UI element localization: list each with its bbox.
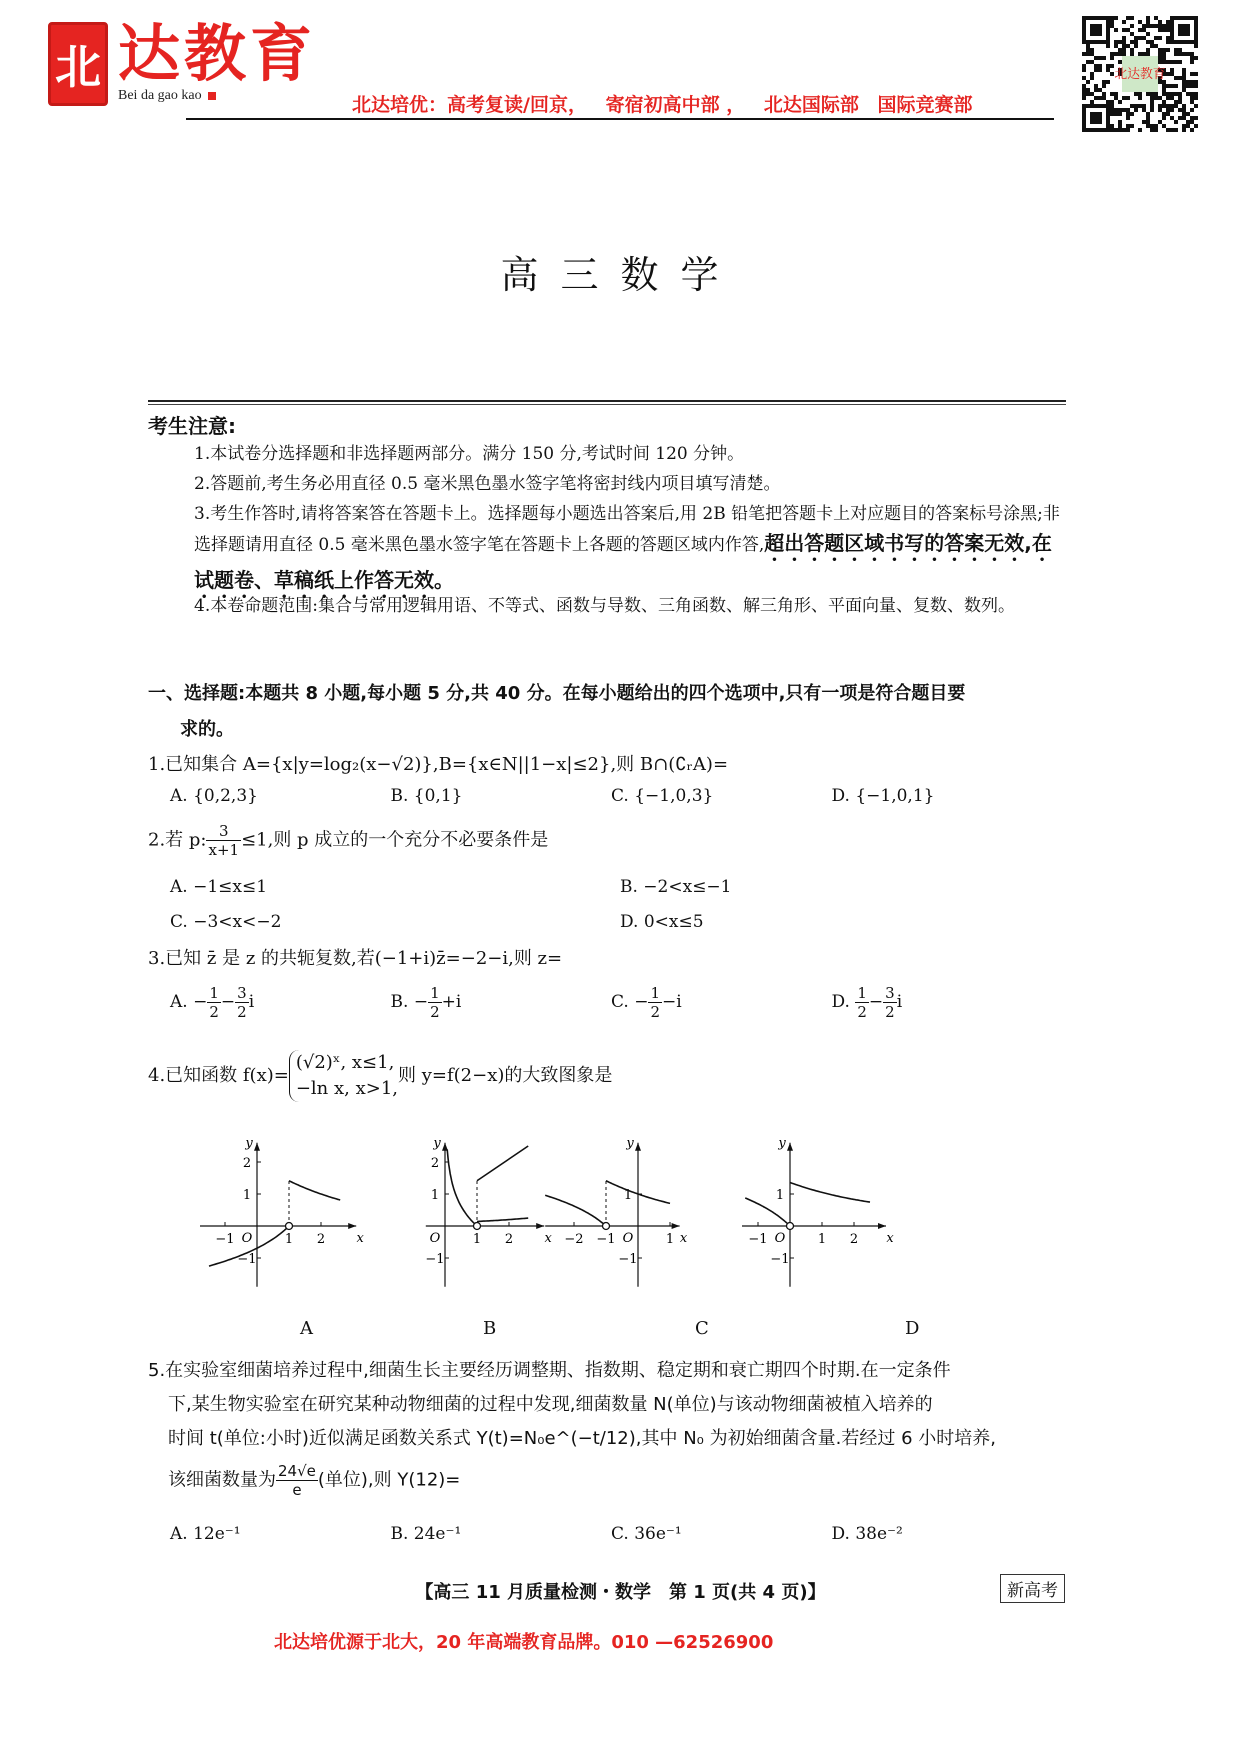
option-a[interactable] — [170, 984, 391, 1021]
notice-item-3 — [194, 500, 1064, 603]
numerator: 3 — [885, 984, 895, 1002]
square-icon — [208, 92, 216, 100]
option-label: D. — [831, 992, 850, 1012]
graph-label-d[interactable]: D — [905, 1318, 920, 1339]
graph-b — [425, 1136, 552, 1287]
fraction — [648, 984, 662, 1021]
imag-unit: i — [896, 992, 903, 1012]
question-1-options — [170, 786, 1070, 806]
denominator: 2 — [650, 1003, 661, 1021]
slogan-item: 国际竞赛部 — [877, 94, 973, 116]
notice-emphasis: 超出答题区域书写的答案无效,在试题卷、草稿纸上作答无效。 — [194, 531, 1052, 592]
option-c[interactable] — [611, 984, 832, 1021]
notice-item-3-text: 3.考生作答时,请将答案答在答题卡上。选择题每小题选出答案后,用 2B 铅笔把答题卡上对应题目的答案标号涂黑;非选择题请用直径 0.5 毫米黑色墨水签字笔在答题卡上各题的答题区域内作答, — [194, 504, 1060, 555]
sign: − — [220, 992, 236, 1012]
logo-subtitle-text: Bei da gao kao — [118, 88, 202, 103]
x-tick-label: −1 — [215, 1232, 235, 1247]
option-c[interactable]: C. −3<x<−2 — [170, 912, 282, 932]
question-2-stem — [148, 822, 1078, 859]
page-footer: 【高三 11 月质量检测・数学 第 1 页(共 4 页)】 — [415, 1582, 826, 1603]
y-tick-label: −1 — [618, 1252, 638, 1267]
y-tick-label: 1 — [775, 1188, 785, 1203]
fraction — [428, 984, 442, 1021]
slogan-item: 北达培优：高考复读/回京， — [352, 94, 587, 116]
notice-heading: 考生注意: — [148, 414, 236, 438]
numerator: 1 — [650, 984, 661, 1002]
fraction — [235, 984, 249, 1021]
numerator: 24√e — [278, 1462, 316, 1480]
notice-item-2: 2.答题前,考生务必用直径 0.5 毫米黑色墨水签字笔将密封线内项目填写清楚。 — [194, 474, 781, 494]
question-5-options — [170, 1524, 1070, 1544]
fraction — [855, 984, 869, 1021]
y-arrow-icon — [787, 1143, 793, 1151]
fraction — [883, 984, 897, 1021]
curve — [477, 1218, 528, 1221]
option-label: A. — [170, 992, 188, 1012]
option-c[interactable]: C. {−1,0,3} — [611, 786, 714, 806]
option-b[interactable] — [391, 984, 612, 1021]
x-arrow-icon — [348, 1223, 356, 1229]
graph-d — [742, 1136, 894, 1287]
y-axis-label: y — [433, 1135, 441, 1151]
y-tick-label: 1 — [623, 1188, 633, 1203]
y-tick-label: 2 — [242, 1156, 252, 1171]
origin-label: O — [622, 1231, 634, 1246]
numerator: 1 — [857, 984, 867, 1002]
origin-label: O — [429, 1231, 441, 1246]
slogan-item: 北达国际部 — [763, 94, 859, 116]
y-axis-label: y — [245, 1135, 253, 1151]
x-tick-label: 1 — [665, 1232, 675, 1247]
stem-text: 则 y=f(2−x)的大致图象是 — [398, 1065, 613, 1086]
curve — [289, 1181, 340, 1200]
y-tick-label: 1 — [242, 1188, 252, 1203]
option-d[interactable]: D. 0<x≤5 — [620, 912, 704, 932]
x-tick-label: 2 — [849, 1232, 859, 1247]
y-tick-label: 1 — [430, 1188, 440, 1203]
x-axis-label: x — [679, 1231, 688, 1246]
y-arrow-icon — [635, 1143, 641, 1151]
curve — [790, 1183, 870, 1203]
x-tick-label: 2 — [316, 1232, 326, 1247]
open-point — [787, 1223, 794, 1230]
x-arrow-icon — [878, 1223, 886, 1229]
section-line: 一、选择题:本题共 8 小题,每小题 5 分,共 40 分。在每小题给出的四个选项中,只有一项是符合题目要 — [148, 683, 966, 704]
graph-label-c[interactable]: C — [695, 1318, 709, 1339]
qr-code-icon — [1082, 16, 1198, 132]
numerator: 1 — [430, 984, 440, 1002]
graph-label-b[interactable]: B — [483, 1318, 497, 1339]
x-tick-label: 2 — [504, 1232, 514, 1247]
x-axis-label: x — [886, 1231, 894, 1246]
curve — [477, 1146, 528, 1181]
x-axis-label: x — [544, 1231, 552, 1246]
sign: − — [868, 992, 884, 1012]
case: −ln x, x>1, — [295, 1078, 398, 1099]
page-title: 高三数学 — [500, 253, 741, 297]
denominator: 2 — [209, 1003, 219, 1021]
imag-unit: i — [248, 992, 255, 1012]
open-point — [474, 1223, 481, 1230]
open-point — [286, 1223, 293, 1230]
x-tick-label: −2 — [564, 1232, 584, 1247]
question-2-options-row2 — [170, 912, 1070, 932]
option-label: B. — [390, 992, 409, 1012]
sign: −i — [662, 992, 682, 1012]
y-axis-label: y — [778, 1135, 786, 1151]
stamp-badge: 新高考 — [1000, 1574, 1065, 1603]
curve — [447, 1149, 477, 1226]
origin-label: O — [241, 1231, 253, 1246]
option-b[interactable]: B. −2<x≤−1 — [620, 877, 732, 897]
stem-line: 5.在实验室细菌培养过程中,细菌生长主要经历调整期、指数期、稳定期和衰亡期四个时期.在一定条件 — [148, 1360, 951, 1381]
option-b[interactable]: B. {0,1} — [390, 786, 463, 806]
denominator: e — [292, 1481, 302, 1499]
stem-text: ≤1,则 p 成立的一个充分不必要条件是 — [241, 829, 549, 851]
x-tick-label: −1 — [748, 1232, 768, 1247]
y-tick-label: −1 — [770, 1252, 790, 1267]
question-2-options-row1 — [170, 877, 1070, 897]
option-b[interactable]: B. 24e⁻¹ — [390, 1524, 462, 1544]
graph-c — [545, 1136, 688, 1287]
bottom-slogan: 北达培优源于北大，20 年高端教育品牌。010 —62526900 — [274, 1632, 774, 1653]
fraction — [206, 822, 241, 859]
question-5-stem — [148, 1354, 1098, 1499]
denominator: 2 — [857, 1003, 867, 1021]
y-tick-label: −1 — [425, 1252, 445, 1267]
notice-item-4: 4.本卷命题范围:集合与常用逻辑用语、不等式、函数与导数、三角函数、解三角形、平面向量、复数、数列。 — [194, 596, 1015, 616]
graph-a — [200, 1136, 365, 1287]
stem-text: 2.若 p: — [148, 829, 207, 851]
stem-line — [148, 1462, 1098, 1499]
x-tick-label: 1 — [817, 1232, 827, 1247]
fraction — [207, 984, 221, 1021]
qr-center-text: 北达教育 — [1114, 67, 1166, 82]
y-tick-label: −1 — [237, 1252, 257, 1267]
sign: +i — [441, 992, 462, 1012]
piecewise-function — [289, 1050, 398, 1102]
origin-label: O — [774, 1231, 786, 1246]
stem-line: 时间 t(单位:小时)近似满足函数关系式 Y(t)=N₀e^(−t/12),其中 N₀ 为初始细菌含量.若经过 6 小时培养, — [168, 1428, 996, 1449]
denominator: x+1 — [208, 841, 240, 859]
header-slogan — [352, 90, 984, 117]
x-axis-label: x — [356, 1231, 364, 1246]
option-a[interactable]: A. {0,2,3} — [170, 786, 258, 806]
graphs-svg — [200, 1110, 1020, 1320]
option-d[interactable]: D. 38e⁻² — [831, 1524, 903, 1544]
notice-item-1: 1.本试卷分选择题和非选择题两部分。满分 150 分,考试时间 120 分钟。 — [194, 444, 745, 464]
question-3-options — [170, 984, 1070, 1021]
logo-text: 达教育 — [118, 17, 317, 90]
x-arrow-icon — [672, 1223, 680, 1229]
x-tick-label: 1 — [284, 1232, 294, 1247]
divider — [148, 404, 1066, 405]
option-d[interactable] — [832, 984, 1053, 1021]
section-line: 求的。 — [180, 719, 234, 740]
graph-label-a[interactable]: A — [300, 1318, 313, 1339]
sign: − — [193, 992, 208, 1012]
question-1-stem: 1.已知集合 A={x|y=log₂(x−√2)},B={x∈N||1−x|≤2},则 B∩(∁ᵣA)= — [148, 754, 729, 775]
stem-line: 下,某生物实验室在研究某种动物细菌的过程中发现,细菌数量 N(单位)与该动物细菌被植入培养的 — [168, 1394, 933, 1415]
sign: − — [413, 992, 429, 1012]
question-4-graphs — [200, 1110, 1020, 1350]
y-axis-label: y — [626, 1135, 634, 1151]
option-a[interactable]: A. −1≤x≤1 — [170, 877, 268, 897]
case: (√2)ˣ, x≤1, — [295, 1052, 395, 1073]
logo-subtitle — [118, 88, 216, 104]
logo-mark: 北 — [48, 22, 108, 106]
section-heading — [148, 676, 1078, 748]
x-arrow-icon — [536, 1223, 544, 1229]
divider — [148, 400, 1066, 402]
slogan-item: 寄宿初高中部 ， — [605, 94, 746, 116]
stem-text: (单位),则 Y(12)= — [317, 1469, 461, 1491]
sign: − — [634, 992, 649, 1012]
numerator: 3 — [206, 822, 241, 841]
denominator: 2 — [237, 1003, 247, 1021]
denominator: 2 — [885, 1003, 895, 1021]
numerator: 3 — [237, 984, 247, 1002]
stem-text: 该细菌数量为 — [168, 1469, 276, 1491]
y-arrow-icon — [254, 1143, 260, 1151]
open-point — [603, 1223, 610, 1230]
option-d[interactable]: D. {−1,0,1} — [831, 786, 935, 806]
option-label: C. — [611, 992, 629, 1012]
denominator: 2 — [430, 1003, 440, 1021]
option-a[interactable]: A. 12e⁻¹ — [170, 1524, 241, 1544]
header-divider — [186, 118, 1054, 120]
x-tick-label: −1 — [596, 1232, 616, 1247]
fraction — [276, 1462, 318, 1499]
stem-text: 4.已知函数 f(x)= — [148, 1065, 289, 1086]
x-tick-label: 1 — [472, 1232, 482, 1247]
option-c[interactable]: C. 36e⁻¹ — [611, 1524, 682, 1544]
question-4-stem — [148, 1050, 1078, 1102]
y-tick-label: 2 — [430, 1156, 440, 1171]
curve — [545, 1195, 606, 1226]
question-3-stem: 3.已知 z̄ 是 z 的共轭复数,若(−1+i)z̄=−2−i,则 z= — [148, 948, 563, 969]
numerator: 1 — [209, 984, 219, 1002]
